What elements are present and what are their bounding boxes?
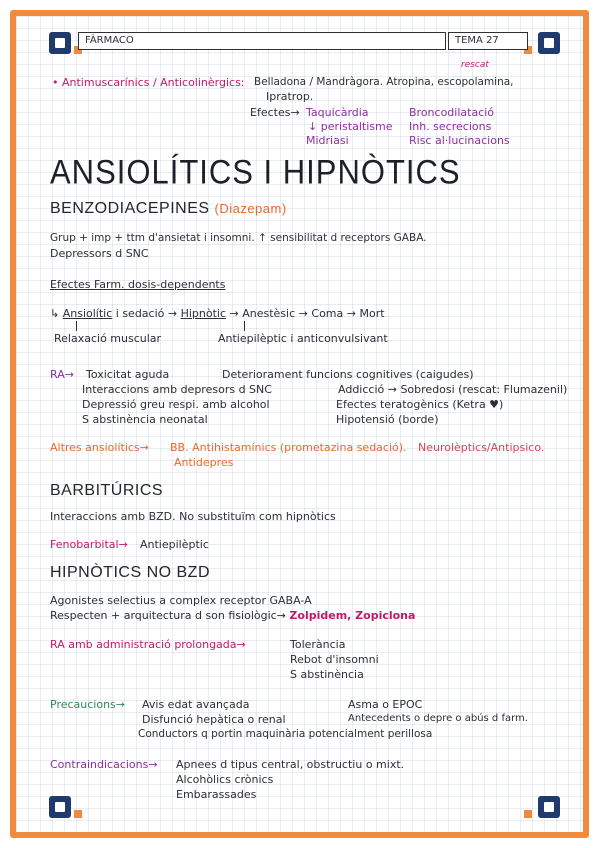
effect-col1-1: ↓ peristaltisme [308, 120, 393, 133]
effect-col2-2: Risc al·lucinacions [409, 134, 510, 147]
others-2: Neurolèptics/Antipsico. [418, 441, 545, 454]
others-label: Altres ansiolítics→ [50, 441, 149, 454]
corner-square-bottom-right [524, 810, 532, 818]
nobzd-ra-1: Rebot d'insomni [290, 653, 379, 666]
effect-col1-2: Midriasi [306, 134, 349, 147]
bzd-ra-label: RA→ [50, 368, 74, 381]
effect-col2-0: Broncodilatació [409, 106, 495, 119]
corner-logo-top-right [538, 32, 560, 54]
precautions-right-1: Antecedents o depre o abús d farm. [348, 713, 528, 724]
precautions-2: Conductors q portin maquinària potencialment perillosa [138, 728, 433, 740]
contra-0: Apnees d tipus central, obstructiu o mixt. [176, 758, 405, 771]
barb-heading: BARBITÚRICS [50, 482, 164, 499]
bzd-example: (Diazepam) [214, 201, 287, 216]
contra-2: Embarassades [176, 788, 257, 801]
effect-col1-0: Taquicàrdia [306, 106, 369, 119]
intro-label: • Antimuscarínics / Anticolinèrgics: [52, 76, 245, 89]
bzd-ra-0: Toxicitat aguda [86, 368, 170, 381]
nobzd-ra-2: S abstinència [290, 668, 364, 681]
topic-label: TEMA 27 [455, 35, 499, 46]
bzd-ra-right-1: Addicció → Sobredosi (rescat: Flumazenil) [338, 383, 568, 396]
topic-box [448, 32, 528, 50]
subject-box [78, 32, 446, 50]
contra-label: Contraindicacions→ [50, 758, 158, 771]
effect-col2-1: Inh. secrecions [409, 120, 492, 133]
nobzd-drugs: Zolpidem, Zopiclona [289, 609, 416, 622]
nobzd-ra-0: Tolerància [290, 638, 346, 651]
precautions-right-0: Asma o EPOC [348, 698, 423, 711]
precautions-1: Disfunció hepàtica o renal [142, 713, 286, 726]
chain-down-arrow-2 [244, 321, 245, 331]
intro-drugs: Belladona / Mandràgora. Atropina, escopolamina, [254, 76, 514, 88]
bzd-heading: BENZODIACEPINES (Diazepam) [50, 200, 287, 217]
barb-line1: Interaccions amb BZD. No substituïm com hipnòtics [50, 510, 336, 523]
bzd-ra-2: Depressió greu respi. amb alcohol [82, 398, 270, 411]
rescat-note: rescat [461, 60, 489, 70]
intro-drugs2: Ipratrop. [266, 90, 314, 103]
others-3: Antidepres [174, 456, 234, 469]
notebook-page [10, 10, 589, 838]
corner-square-bottom-left [74, 810, 82, 818]
chain-down-arrow-1 [76, 321, 77, 331]
subject-label: FÀRMACO [85, 35, 134, 46]
bzd-line2: Depressors d SNC [50, 247, 149, 260]
feno-use: Antiepilèptic [140, 538, 209, 551]
nobzd-heading: HIPNÒTICS NO BZD [50, 564, 211, 581]
bzd-chain: ↳ Ansiolític i sedació → Hipnòtic → Anestèsic → Coma → Mort [50, 307, 385, 320]
bzd-ra-3: S abstinència neonatal [82, 413, 208, 426]
precautions-0: Avis edat avançada [142, 698, 250, 711]
precautions-label: Precaucions→ [50, 698, 126, 711]
contra-1: Alcohòlics crònics [176, 773, 274, 786]
corner-logo-bottom-right [538, 796, 560, 818]
bzd-effects-title: Efectes Farm. dosis-dependents [50, 278, 226, 291]
bzd-line1: Grup + imp + ttm d'ansietat i insomni. ↑ sensibilitat d receptors GABA. [50, 232, 427, 244]
bzd-ra-right-0: Deteriorament funcions cognitives (caigudes) [222, 368, 474, 381]
nobzd-line2: Respecten + arquitectura d son fisiològic→ Zolpidem, Zopiclona [50, 609, 416, 622]
corner-logo-top-left [49, 32, 71, 54]
bzd-ra-right-3: Hipotensió (borde) [336, 413, 439, 426]
intro-effects-label: Efectes→ [250, 106, 300, 119]
bzd-ra-right-2: Efectes teratogènics (Ketra ♥) [336, 398, 504, 411]
corner-logo-bottom-left [49, 796, 71, 818]
bzd-sub1: Relaxació muscular [54, 332, 162, 345]
bzd-ra-1: Interaccions amb depresors d SNC [82, 383, 272, 396]
page-title: ANSIOLÍTICS I HIPNÒTICS [50, 152, 461, 192]
others-1: BB. Antihistamínics (prometazina sedació). [170, 441, 407, 454]
nobzd-ra: RA amb administració prolongada→ [50, 638, 246, 651]
bzd-sub2: Antiepilèptic i anticonvulsivant [218, 332, 388, 345]
feno-label: Fenobarbital→ [50, 538, 128, 551]
nobzd-line1: Agonistes selectius a complex receptor GABA-A [50, 594, 312, 607]
